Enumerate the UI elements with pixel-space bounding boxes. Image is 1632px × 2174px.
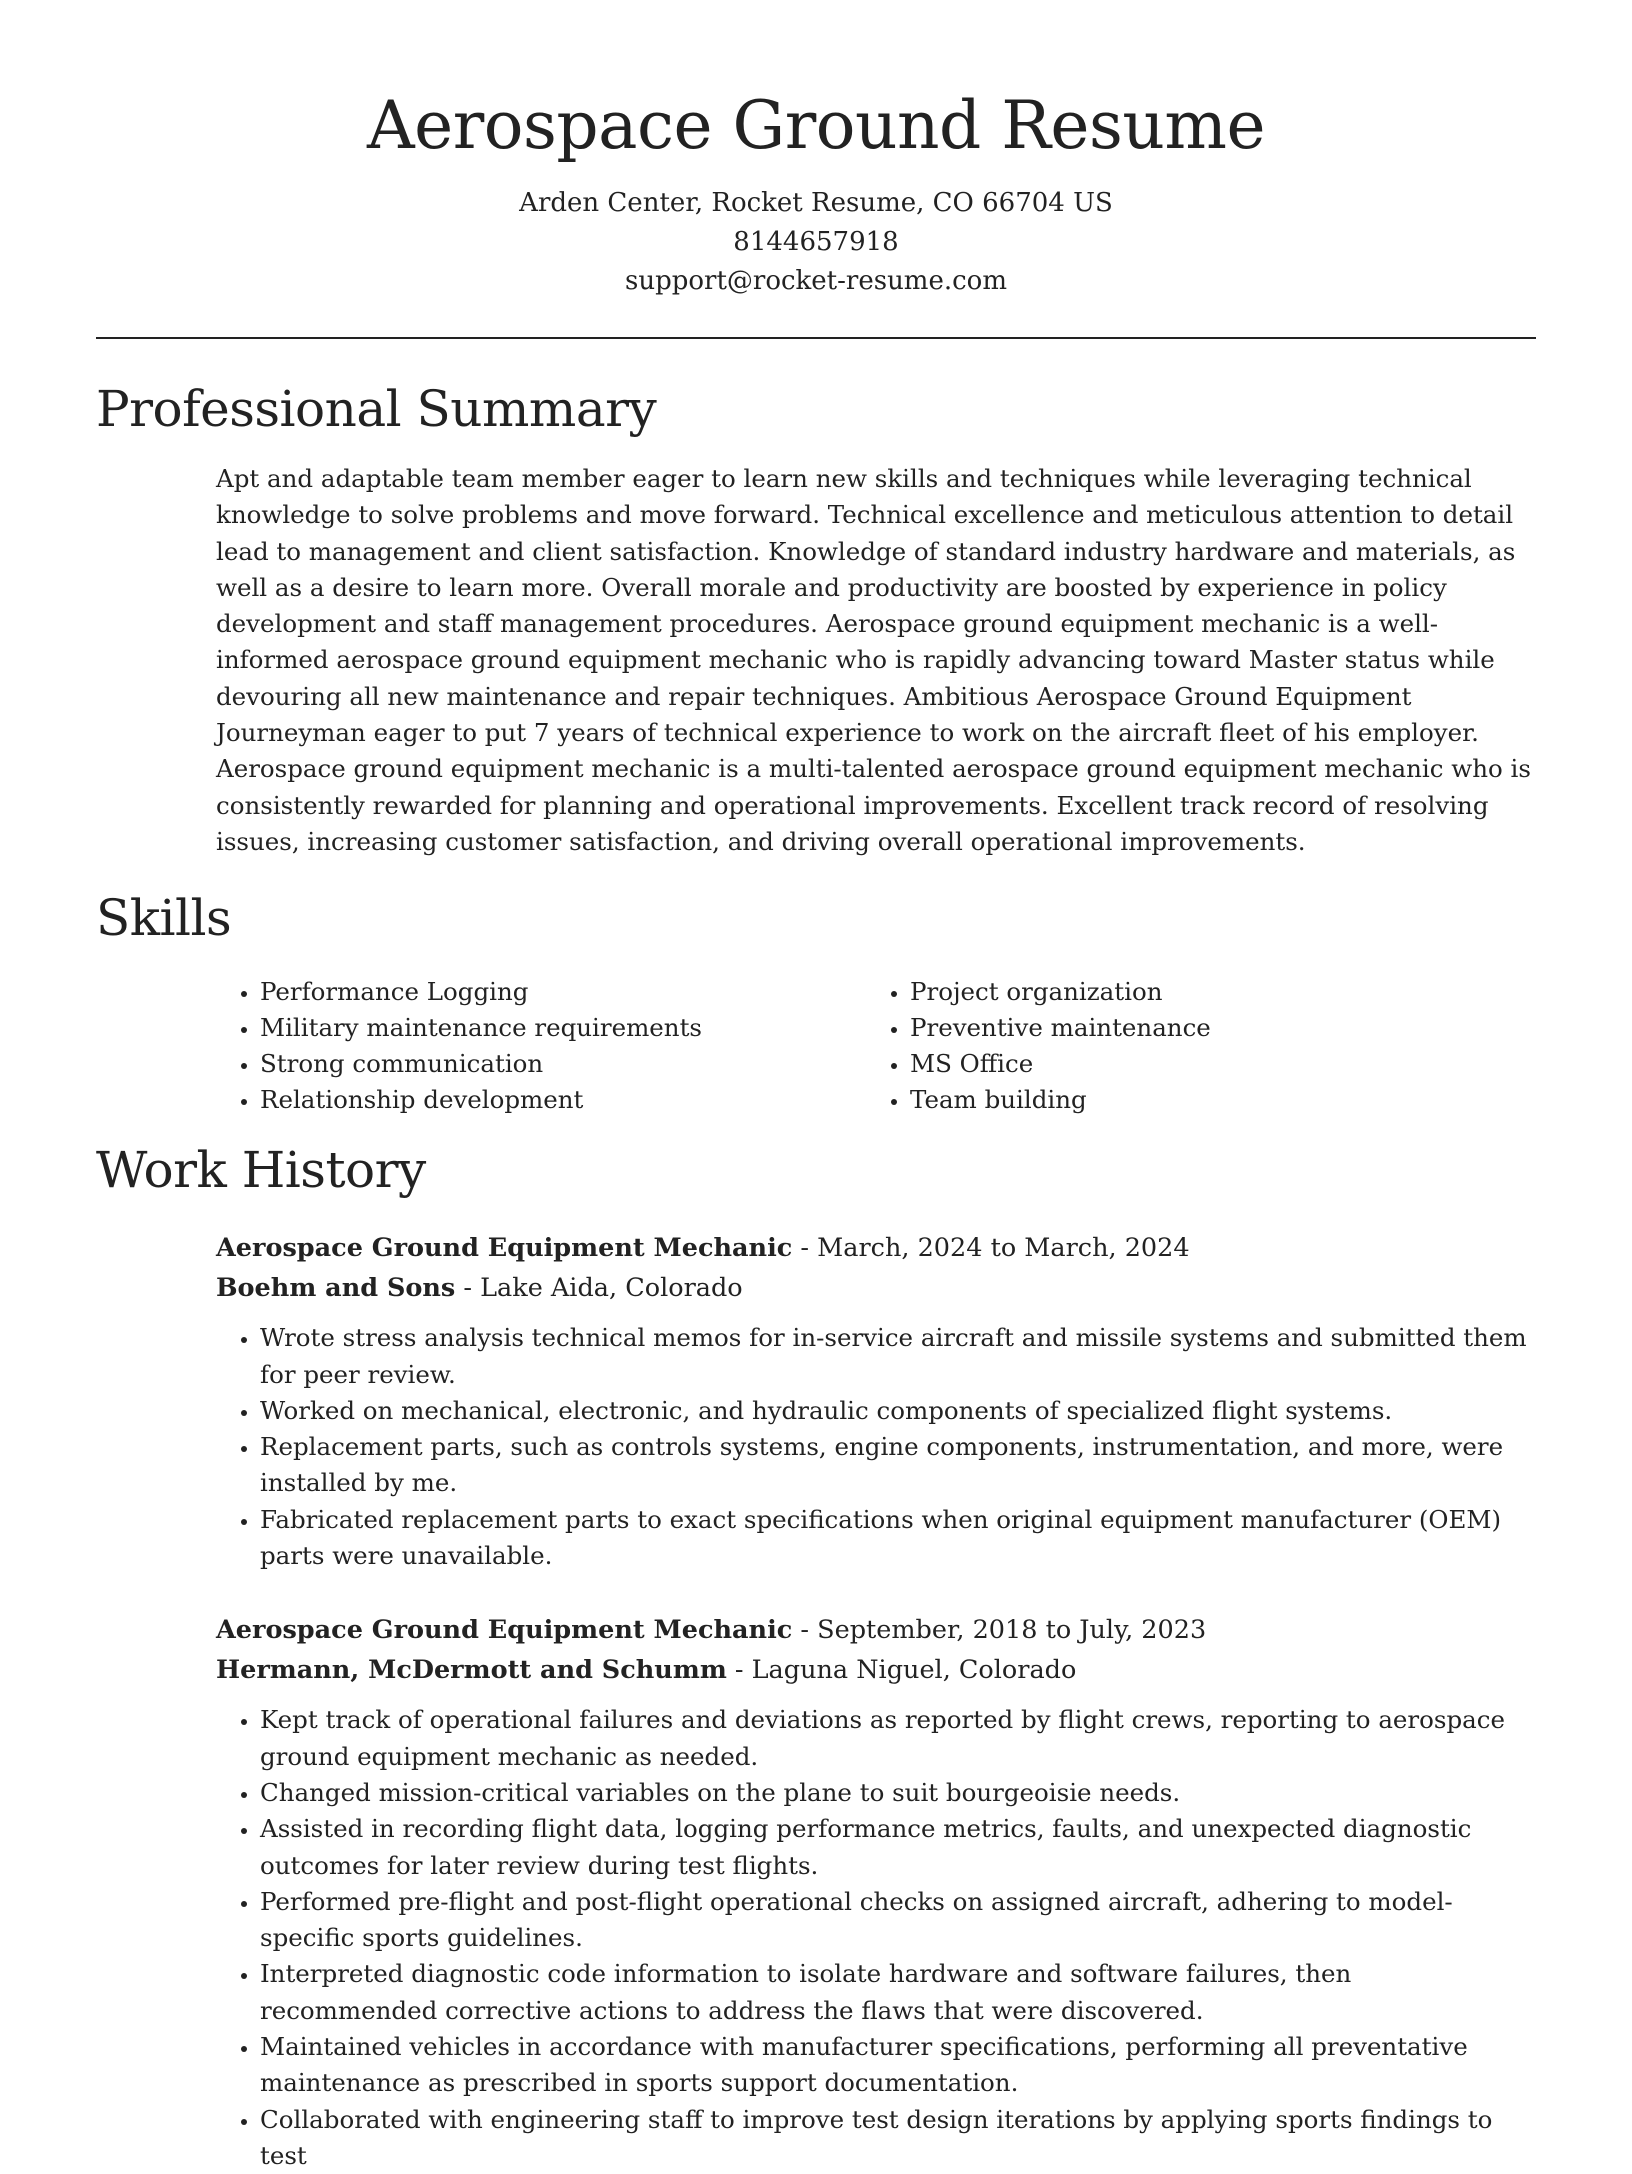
skills-list-right: [866, 974, 1516, 1118]
job-title-line: [216, 1228, 1536, 1268]
job-company-line: [216, 1650, 1536, 1690]
skill-item: • Preventive maintenance: [910, 1010, 1516, 1046]
duty-item: • Maintained vehicles in accordance with manufacturer specifications, performing all preventative maintenance as prescribed in sports support documentation.: [260, 2029, 1536, 2102]
job-title: Aerospace Ground Equipment Mechanic: [216, 1233, 793, 1264]
duty-item: • Fabricated replacement parts to exact specifications when original equipment manufacturer (OEM) parts were unavailable.: [260, 1502, 1536, 1575]
phone: 8144657918: [733, 227, 899, 257]
skills-heading: Skills: [96, 889, 232, 948]
skill-item: • Team building: [910, 1082, 1516, 1118]
skill-item: • Relationship development: [260, 1082, 866, 1118]
job-location: - Lake Aida, Colorado: [455, 1273, 743, 1304]
job-entry: [216, 1228, 1536, 1574]
job-location: - Laguna Niguel, Colorado: [726, 1655, 1077, 1686]
skill-item: • Military maintenance requirements: [260, 1010, 866, 1046]
work-history-heading: Work History: [96, 1141, 426, 1200]
work-history-section: [96, 1140, 1536, 2174]
skills-list-left: [216, 974, 866, 1118]
summary-heading: Professional Summary: [96, 380, 657, 438]
job-title: Aerospace Ground Equipment Mechanic: [216, 1615, 793, 1646]
skills-grid: [216, 974, 1536, 1118]
job-company-line: [216, 1268, 1536, 1308]
job-dates: - March, 2024 to March, 2024: [792, 1233, 1190, 1264]
duty-item: • Performed pre-flight and post-flight operational checks on assigned aircraft, adhering to model-specific sports guidelines.: [260, 1884, 1536, 1957]
duty-item: • Replacement parts, such as controls systems, engine components, instrumentation, and more, were installed by me.: [260, 1429, 1536, 1502]
resume-name: Aerospace Ground Resume: [367, 87, 1265, 164]
duty-item: • Collaborated with engineering staff to improve test design iterations by applying sports findings to test: [260, 2102, 1536, 2174]
skill-item: • MS Office: [910, 1046, 1516, 1082]
skill-item: • Performance Logging: [260, 974, 866, 1010]
email: support@rocket-resume.com: [624, 266, 1007, 296]
duty-item: • Wrote stress analysis technical memos for in-service aircraft and missile systems and submitted them for peer review.: [260, 1320, 1536, 1393]
summary-text: Apt and adaptable team member eager to learn new skills and techniques while leveraging technical knowledge to solve problems and move forward. Technical excellence and meticulous attention to detail lead to management and client satisfaction. Knowledge of standard industry hardware and materials, as well as a desire to learn more. Overall morale and productivity are boosted by experience in policy development and staff management procedures. Aerospace ground equipment mechanic is a well-informed aerospace ground equipment mechanic who is rapidly advancing toward Master status while devouring all new maintenance and repair techniques. Ambitious Aerospace Ground Equipment Journeyman eager to put 7 years of technical experience to work on the aircraft fleet of his employer. Aerospace ground equipment mechanic is a multi-talented aerospace ground equipment mechanic who is consistently rewarded for planning and operational improvements. Excellent track record of resolving issues, increasing customer satisfaction, and driving overall operational improvements.: [216, 464, 1531, 856]
skill-item: • Project organization: [910, 974, 1516, 1010]
job-duties: [216, 1702, 1536, 2174]
contact-block: [96, 184, 1536, 301]
skill-item: • Strong communication: [260, 1046, 866, 1082]
skills-section: [96, 888, 1536, 1118]
job-entry: [216, 1610, 1536, 2174]
address: Arden Center, Rocket Resume, CO 66704 US: [519, 188, 1113, 218]
resume-header: [96, 0, 1536, 301]
duty-item: • Worked on mechanical, electronic, and hydraulic components of specialized flight systems.: [260, 1393, 1536, 1429]
job-company: Boehm and Sons: [216, 1273, 456, 1304]
job-dates: - September, 2018 to July, 2023: [792, 1615, 1207, 1646]
job-company: Hermann, McDermott and Schumm: [216, 1655, 727, 1686]
duty-item: • Kept track of operational failures and deviations as reported by flight crews, reporting to aerospace ground equipment mechanic as needed.: [260, 1702, 1536, 1775]
duty-item: • Assisted in recording flight data, logging performance metrics, faults, and unexpected diagnostic outcomes for later review during test flights.: [260, 1811, 1536, 1884]
summary-section: [96, 379, 1536, 860]
duty-item: • Changed mission-critical variables on the plane to suit bourgeoisie needs.: [260, 1775, 1536, 1811]
duty-item: • Interpreted diagnostic code information to isolate hardware and software failures, then recommended corrective actions to address the flaws that were discovered.: [260, 1956, 1536, 2029]
job-title-line: [216, 1610, 1536, 1650]
job-duties: [216, 1320, 1536, 1574]
header-divider: [96, 337, 1536, 339]
